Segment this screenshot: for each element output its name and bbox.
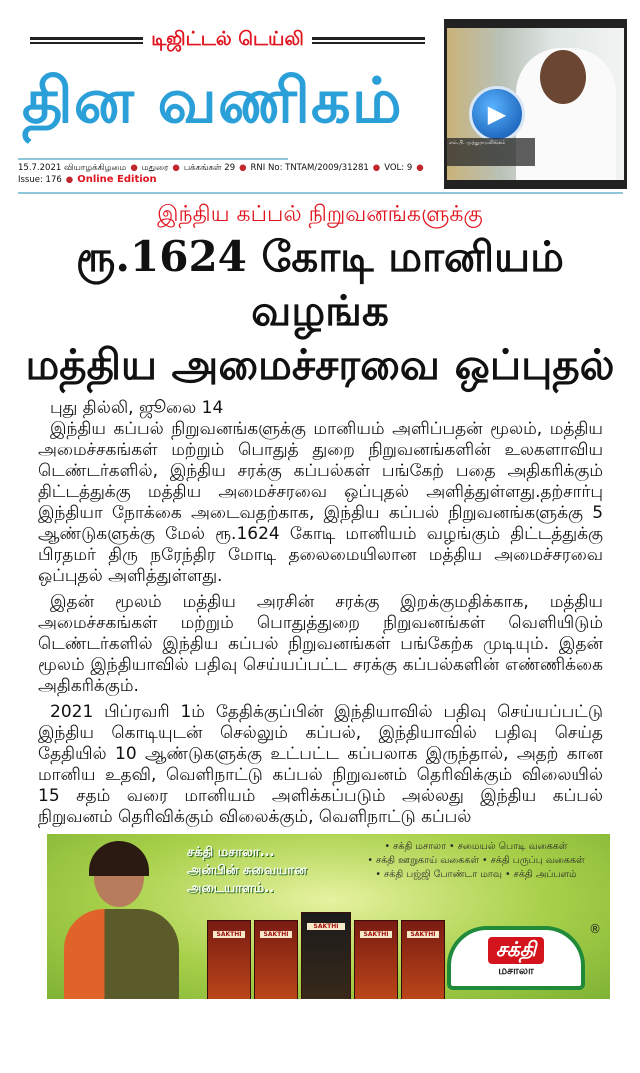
brand-name: சக்தி bbox=[488, 937, 544, 964]
masthead-tagline: டிஜிட்டல் டெய்லி bbox=[151, 27, 304, 50]
divider bbox=[312, 37, 425, 44]
product-box: SAKTHI bbox=[354, 920, 398, 999]
article-line: இதன் மூலம் மத்திய அரசின் சரக்கு இறக்குமதிக்காக, மத்திய bbox=[50, 592, 603, 612]
issue-rni: RNI No: TNTAM/2009/31281 bbox=[250, 163, 369, 173]
divider bbox=[18, 158, 288, 160]
ad-product-list bbox=[347, 840, 605, 882]
article-paragraph bbox=[38, 702, 603, 828]
video-person-face bbox=[540, 50, 586, 104]
article-line: கப்பல் நிறுவனம் தெரிவிக்கும் விலைக்கும், வெளிநாட்டு கப்பல் bbox=[38, 786, 604, 827]
article-body bbox=[38, 398, 603, 828]
article-line: டெண்டர்களில் இந்திய கப்பல் நிறுவனங்கள் பங்கேற்க முடியும். bbox=[38, 634, 550, 654]
article-line: எண்ணிக்கை அதிகரிக்கும். bbox=[38, 655, 603, 696]
headline-line-1: ரூ.1624 கோடி மானியம் வழங்க bbox=[76, 232, 564, 335]
article-line: கான மானிய உதவி, வெளிநாட்டு கப்பல் நிறுவனம் தெரிவிக்கும் bbox=[38, 744, 603, 785]
article-line: இந்திய கப்பல் நிறுவனங்களுக்கு 5 ஆண்டுகளுக்கு மேல் ரூ.1624 bbox=[38, 503, 604, 544]
online-edition-label: Online Edition bbox=[77, 174, 157, 185]
article-line: அமைச்சகங்கள் மற்றும் பொதுத்துறை நிறுவனங்கள் வெளியிடும் bbox=[38, 613, 603, 633]
video-caption: எம்.பி. முத்துராமலிங்கம் bbox=[447, 138, 535, 166]
product-box: SAKTHI bbox=[207, 920, 251, 999]
article-line: இதன் மூலம் இந்தியாவில் பதிவு செய்யப்பட்ட சரக்கு கப்பல்களின் bbox=[38, 634, 604, 675]
ad-slogan bbox=[187, 844, 337, 898]
product-box: SAKTHI bbox=[301, 912, 351, 999]
issue-pages: பக்கங்கள் 29 bbox=[183, 163, 236, 173]
ad-slogan-line: அடையாளம்.. bbox=[187, 881, 275, 896]
video-thumbnail[interactable] bbox=[444, 19, 627, 189]
registered-mark: ® bbox=[589, 922, 601, 936]
ad-product-boxes bbox=[207, 912, 445, 999]
divider bbox=[18, 192, 623, 194]
article-line: மத்திய அமைச்சகங்கள் மற்றும் பொதுத் துறை நிறுவனங்களின் bbox=[38, 419, 603, 460]
ad-product-line: • சக்தி பஜ்ஜி போண்டா மாவு • சக்தி அப்பளம் bbox=[375, 869, 577, 880]
article-kicker: இந்திய கப்பல் நிறுவனங்களுக்கு bbox=[157, 202, 483, 227]
article-line: 2021 பிப்ரவரி 1ம் தேதிக்குப்பின் இந்தியாவில் பதிவு செய்யப்பட்டு bbox=[50, 702, 603, 722]
divider bbox=[30, 37, 143, 44]
article-line: இந்திய கொடியுடன் செல்லும் கப்பல், இந்தியாவில் பதிவு செய்த bbox=[38, 723, 603, 743]
article-line: அளித்துள்ளது.தற்சார்பு இந்தியா நோக்கை அடைவதற்காக, bbox=[38, 482, 604, 523]
article-line: தலைமையிலான மத்திய அமைச்சரவை ஒப்புதல் அளித்துள்ளது. bbox=[38, 545, 604, 586]
product-box: SAKTHI bbox=[254, 920, 298, 999]
article-line: பதை அதிகரிக்கும் திட்டத்துக்கு மத்திய அமைச்சரவை ஒப்புதல் bbox=[38, 461, 603, 502]
product-box: SAKTHI bbox=[401, 920, 445, 999]
article-paragraph bbox=[38, 592, 603, 697]
article-dateline: புது தில்லி, ஜூலை 14 bbox=[50, 398, 224, 418]
article-line: கோடி மானியம் வழங்கும் திட்டத்துக்கு பிரதமர் திரு நரேந்திர மோடி bbox=[38, 524, 604, 565]
masthead-tagline-row bbox=[30, 28, 425, 52]
article-line: விலையில் 15 சதம் வரை மானியம் அளிக்கப்படும் அல்லது இந்திய bbox=[38, 765, 603, 806]
issue-number: Issue: 176 bbox=[18, 175, 62, 185]
brand-subtitle: மசாலா bbox=[498, 964, 534, 977]
article-line: உலகளாவிய டெண்டர்களில், இந்திய சரக்கு கப்பல்கள் பங்கேற் bbox=[38, 440, 604, 481]
headline-line-2: மத்திய அமைச்சரவை ஒப்புதல் bbox=[25, 340, 615, 389]
article-section bbox=[0, 200, 640, 999]
issue-city: மதுரை bbox=[141, 163, 169, 173]
masthead-title: தின வணிகம் bbox=[22, 64, 403, 137]
advertisement-banner[interactable] bbox=[47, 834, 610, 999]
issue-vol: VOL: 9 bbox=[384, 163, 413, 173]
article-line: தேதியில் 10 ஆண்டுகளுக்கு உட்பட்ட கப்பலாக இருந்தால், அதற் bbox=[38, 744, 559, 764]
play-icon[interactable]: ▶ bbox=[469, 86, 525, 142]
ad-model-image bbox=[59, 839, 179, 999]
brand-logo bbox=[447, 926, 585, 990]
ad-product-line: • சக்தி ஊறுகாய் வகைகள் • சக்தி பருப்பு வகைகள் bbox=[367, 855, 585, 866]
issue-info: 15.7.2021 வியாழக்கிழமை ● மதுரை ● பக்கங்கள் 29 ● RNI No: TNTAM/2009/31281 ● VOL: 9 ● Issue: 176 ● Online Edition bbox=[18, 163, 424, 185]
issue-date: 15.7.2021 வியாழக்கிழமை bbox=[18, 163, 127, 173]
ad-slogan-line: அன்பின் சுவையான bbox=[187, 863, 307, 878]
ad-product-line: • சக்தி மசாலா • சமையல் பொடி வகைகள் bbox=[384, 841, 568, 852]
article-line: இந்திய கப்பல் நிறுவனங்களுக்கு மானியம் அளிப்பதன் மூலம், bbox=[50, 419, 543, 439]
article-paragraph bbox=[38, 419, 603, 587]
ad-slogan-line: சக்தி மசாலா... bbox=[187, 845, 275, 860]
